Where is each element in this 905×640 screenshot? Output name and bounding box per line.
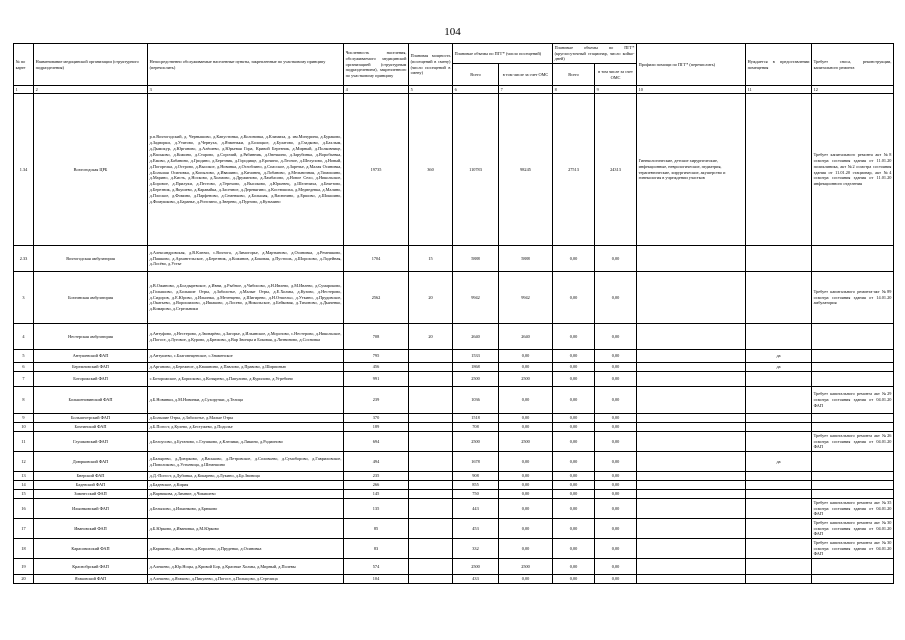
organization-name: Боторожский ФАП — [34, 372, 148, 387]
volume-total: 708 — [453, 423, 499, 432]
col-number: 10 — [637, 86, 746, 94]
stationary-oms: 0,00 — [595, 372, 637, 387]
col-number: 11 — [746, 86, 812, 94]
repair-status: Требует капитального ремонта акт №30 осмотра состояния здания от 04.01.20 ФАП — [812, 519, 894, 539]
stationary-oms: 0,00 — [595, 363, 637, 372]
settlements-list: д.Александровская, д.В.Ключи, с.Вохтога, д.Зимогорье, д.Мартыново, д.Осиновка, д.Ремешково, д.Пашково, д.Архангельское, д.Березник, д.Кожинов, д.Боковая, д.Пустошь, д.Шорохово, д.Лодейная, д.Лосёво, д.Устье — [148, 246, 344, 272]
population: 2562 — [344, 272, 409, 324]
capacity — [409, 363, 453, 372]
population: 239 — [344, 387, 409, 414]
organization-name: Большеновинский ФАП — [34, 387, 148, 414]
capacity — [409, 372, 453, 387]
stationary-oms: 0,00 — [595, 490, 637, 499]
organization-name: Большеотрский ФАП — [34, 414, 148, 423]
care-profiles — [637, 499, 746, 519]
volume-oms: 5888 — [499, 246, 553, 272]
header-repair: Требует сноса, реконструкции, капитального ремонта — [812, 44, 894, 86]
care-profiles — [637, 432, 746, 452]
row-number: 19 — [14, 559, 34, 575]
capacity — [409, 490, 453, 499]
capacity — [409, 559, 453, 575]
population: 104 — [344, 575, 409, 584]
settlements-list: д.Алешево, д.Ягаково, д.Пикулево, д.Погост, д.Полыцово, д.Стрелица — [148, 575, 344, 584]
header-name: Наименование медицинской организации (структурного подразделения) — [34, 44, 148, 86]
capacity — [409, 575, 453, 584]
stationary-oms: 0,00 — [595, 499, 637, 519]
stationary-oms: 24313 — [595, 94, 637, 246]
table-row — [14, 94, 894, 246]
organization-name: Бохтинская амбулатория — [34, 272, 148, 324]
capacity — [409, 539, 453, 559]
volume-total: 453 — [453, 519, 499, 539]
capacity — [409, 350, 453, 363]
settlements-list: д.Антушево, с.Благовещенское, с.Знаменское — [148, 350, 344, 363]
population: 235 — [344, 472, 409, 481]
row-number: 20 — [14, 575, 34, 584]
stationary-total: 0,00 — [553, 559, 595, 575]
stationary-oms: 0,00 — [595, 272, 637, 324]
needs-premises — [746, 575, 812, 584]
repair-status — [812, 372, 894, 387]
repair-status — [812, 324, 894, 350]
care-profiles — [637, 272, 746, 324]
care-profiles — [637, 481, 746, 490]
col-number: 7 — [499, 86, 553, 94]
row-number: 18 — [14, 539, 34, 559]
settlements-list: д.Большие Отры, д.Заболотье, д.Малые Отры — [148, 414, 344, 423]
row-number: 15 — [14, 490, 34, 499]
settlements-list: д.Белыхово, д.Ильинково, д.Брюково — [148, 499, 344, 519]
row-number: 12 — [14, 452, 34, 472]
settlements-list: д.Б.Юрково, д.Ивановка, д.М.Юрково — [148, 519, 344, 539]
header-vol-total: Всего — [453, 64, 499, 86]
repair-status: Требует капитального ремонта акт №35 осмотра состояния здания от 04.01.20 ФАП — [812, 499, 894, 519]
row-number: 16 — [14, 499, 34, 519]
care-profiles — [637, 575, 746, 584]
capacity — [409, 481, 453, 490]
settlements-list: р.п.Вохтогодский, д. Чернышово, д.Капустинка, д.Колоновка, д.Климиха, д. им.Мичурина, д.Бураково, д.Задворки, д.Утятово, д.Чернуха, д.Ячменьки, д.Болоцкое, д.Булатово, д.Гладково, д.Бахлым, д.Дымокур, д.Юрганово, д.Алёшево, д.Юрьевая Гора, Кривой Березник, д.Мирный, д.Полковнице, д.Васьково, д.Кожино, д.Старово, д.Сорочий, д.Рябинник, д.Овечкино, д.Зарубинка, д.Воробьевка, д.Ежово, д.Бабанино, д.Гридино, д.Березник, д.Городище, д.Ерочино, д.Лесное, д.Шелупово, д.Новый, д.Погорелка, д.Острово, д.Высокое, д.Новинка, д.Оглоблино, д.Спасское, д.Заречье, д.Малая Осиновка, д.Большая Осиновка, д.Копылово, д.Ивашино, д.Кичинец, д.Лобаново, д.Мельничная, д.Тимошино, д.Марино, д.Кисть, д.Носково, д.Холмово, д.Дружиново, д.Ламбасово, д.Новое Село, д.Никольское, д.Боровое, д.Прилуки, д.Пестово, д.Терехово, д.Высоково, д.Юрьевец, д.Шелепиха, д.Бекетово, д.Березник, д.Якушево, д.Каравайка, д.Засечное, д.Деревягино, д.Костюшиха, д.Медведевка, д.Малино, д.Плоское, д.Фомино, д.Парфеново, д.Семенково, д.Большая, д.Васюнино, д.Ершово, д.Шокшино, д.Фомушково, д.Баранье, д.Рогозино, д.Зверево, д.Пуртово, д.Кузьмино — [148, 94, 344, 246]
volume-total: 1036 — [453, 387, 499, 414]
settlements-list: д.Арганово, д.Бережное, д.Квашнино, д.Павлово, д.Правово, д.Ширпинью — [148, 363, 344, 372]
volume-oms: 2640 — [499, 324, 553, 350]
table-row — [14, 490, 894, 499]
needs-premises — [746, 94, 812, 246]
volume-oms: 0,00 — [499, 519, 553, 539]
capacity: 20 — [409, 272, 453, 324]
organization-name: Карасовихский ФАП — [34, 539, 148, 559]
settlements-list: д.Балырево, д.Доюрково, д.Васьково, д.Петровское, д.Соловьево, д.Сумоборово, д.Гавриловское, д.Поволоково, д.Устьевица, д.Шемешино — [148, 452, 344, 472]
table-row — [14, 472, 894, 481]
row-number: 8 — [14, 387, 34, 414]
population: 494 — [344, 452, 409, 472]
care-profiles — [637, 472, 746, 481]
stationary-oms: 0,00 — [595, 539, 637, 559]
volume-oms: 0,00 — [499, 490, 553, 499]
volume-total: 1518 — [453, 414, 499, 423]
stationary-total: 0,00 — [553, 272, 595, 324]
needs-premises: да — [746, 350, 812, 363]
table-row — [14, 539, 894, 559]
repair-status — [812, 490, 894, 499]
col-number: 1 — [14, 86, 34, 94]
stationary-total: 0,00 — [553, 324, 595, 350]
volume-total: 9942 — [453, 272, 499, 324]
organization-name: Глушковский ФАП — [34, 432, 148, 452]
population: 189 — [344, 423, 409, 432]
settlements-list: д.Белоусово, д.Бутаново, с.Глушково, д.Клепики, д.Ликино, д.Родионово — [148, 432, 344, 452]
capacity — [409, 499, 453, 519]
stationary-oms: 0,00 — [595, 472, 637, 481]
volume-oms: 0,00 — [499, 575, 553, 584]
volume-oms: 0,00 — [499, 387, 553, 414]
stationary-total: 0,00 — [553, 363, 595, 372]
col-number: 9 — [595, 86, 637, 94]
table-row — [14, 372, 894, 387]
stationary-oms: 0,00 — [595, 575, 637, 584]
table-row — [14, 519, 894, 539]
care-profiles — [637, 539, 746, 559]
table-row — [14, 423, 894, 432]
stationary-total: 0,00 — [553, 452, 595, 472]
col-number: 4 — [344, 86, 409, 94]
header-population: Численность населения, обслуживаемого медицинской организацией (структурным подразделением), закрепленного по участковому принципу — [344, 44, 409, 86]
row-number: 9 — [14, 414, 34, 423]
organization-name: Бережновский ФАП — [34, 363, 148, 372]
care-profiles — [637, 423, 746, 432]
settlements-list: д.Д.-Погост, д.Дубинка, д.Кокарево, д.Лукино, д.Бр.Звоница — [148, 472, 344, 481]
stationary-total: 0,00 — [553, 246, 595, 272]
volume-total: 908 — [453, 472, 499, 481]
population: 795 — [344, 350, 409, 363]
stationary-oms: 0,00 — [595, 452, 637, 472]
needs-premises — [746, 539, 812, 559]
organization-name: Бнерский ФАП — [34, 472, 148, 481]
header-settlements: Непосредственно обслуживаемые населенные пункты, закрепленные по участковому принципу (перечислить) — [148, 44, 344, 86]
organization-name: Нестерская амбулатория — [34, 324, 148, 350]
row-number: 17 — [14, 519, 34, 539]
volume-total: 750 — [453, 490, 499, 499]
table-row — [14, 575, 894, 584]
needs-premises — [746, 272, 812, 324]
population: 85 — [344, 519, 409, 539]
settlements-list: д.В.Ожиново, д.Болдыревское, д.Ивни, д.Рыбное, д.Чибисово, д.Н.Ивлево, д.М.Ивлево, д.Сумароково, д.Голышово, д.Большие Отры, д.Заболотье, д.Малые Отры, д.Е.Холмы, д.Кузово, д.Нестерово, д.Сидоров, д.Е.Юрово, д.Ильинка, д.Мезенцево, д.Шигирево, д.Н.Отшельо, д.Уткино, д.Прудовское, д.Окатьево, д.Ворошилово, д.Ишаково, д.Лосево, д.Никольское, д.Бейковая, д.Тихоново, д.Дьяченко, д.Комарово, д.Стрельники — [148, 272, 344, 324]
population: 694 — [344, 432, 409, 452]
row-number: 10 — [14, 423, 34, 432]
stationary-total: 0,00 — [553, 432, 595, 452]
organization-name: Бадевский ФАП — [34, 481, 148, 490]
header-vol-oms: в том числе за счет ОМС — [499, 64, 553, 86]
volume-oms: 9942 — [499, 272, 553, 324]
row-number: 1.34 — [14, 94, 34, 246]
repair-status — [812, 363, 894, 372]
volume-total: 433 — [453, 575, 499, 584]
care-profiles: Гинекологические, детские хирургические, инфекционные, неврологические, педиатрия, терапевтические, хирургические, акушерство и гинекология в учреждении участков — [637, 94, 746, 246]
header-stac-oms: в том числе за счет ОМС — [595, 64, 637, 86]
population: 145 — [344, 490, 409, 499]
header-stac-total: Всего — [553, 64, 595, 86]
volume-oms: 98245 — [499, 94, 553, 246]
row-number: 2.33 — [14, 246, 34, 272]
header-num: № по карте — [14, 44, 34, 86]
volume-total: 1533 — [453, 350, 499, 363]
care-profiles — [637, 559, 746, 575]
row-number: 6 — [14, 363, 34, 372]
organization-name: Бохтинский ФАП — [34, 423, 148, 432]
stationary-total: 0,00 — [553, 350, 595, 363]
row-number: 3 — [14, 272, 34, 324]
row-number: 4 — [14, 324, 34, 350]
population: 266 — [344, 481, 409, 490]
stationary-total: 0,00 — [553, 519, 595, 539]
capacity — [409, 423, 453, 432]
needs-premises — [746, 559, 812, 575]
repair-status — [812, 575, 894, 584]
repair-status — [812, 414, 894, 423]
table-row — [14, 246, 894, 272]
stationary-total: 0,00 — [553, 481, 595, 490]
care-profiles — [637, 324, 746, 350]
table-row — [14, 414, 894, 423]
settlements-list: с.Боторожское, д.Борисково, д.Козырево, д.Папулино, д.Курилово, д.Угребино — [148, 372, 344, 387]
medical-organizations-table — [13, 43, 894, 584]
care-profiles — [637, 519, 746, 539]
row-number: 11 — [14, 432, 34, 452]
volume-oms: 0,00 — [499, 414, 553, 423]
stationary-total: 0,00 — [553, 490, 595, 499]
needs-premises — [746, 387, 812, 414]
volume-total: 2500 — [453, 559, 499, 575]
table-row — [14, 559, 894, 575]
col-number: 3 — [148, 86, 344, 94]
volume-total: 2500 — [453, 432, 499, 452]
needs-premises — [746, 423, 812, 432]
capacity — [409, 452, 453, 472]
repair-status — [812, 423, 894, 432]
volume-total: 332 — [453, 539, 499, 559]
needs-premises — [746, 432, 812, 452]
population: 370 — [344, 414, 409, 423]
volume-oms: 0,00 — [499, 472, 553, 481]
row-number: 13 — [14, 472, 34, 481]
stationary-oms: 0,00 — [595, 423, 637, 432]
volume-total: 855 — [453, 481, 499, 490]
table-row — [14, 387, 894, 414]
population: 991 — [344, 372, 409, 387]
repair-status — [812, 350, 894, 363]
needs-premises — [746, 472, 812, 481]
col-number: 2 — [34, 86, 148, 94]
organization-name: Вохтогодская ЦРБ — [34, 94, 148, 246]
table-row — [14, 452, 894, 472]
stationary-total: 0,00 — [553, 414, 595, 423]
care-profiles — [637, 452, 746, 472]
capacity — [409, 519, 453, 539]
table-row — [14, 432, 894, 452]
capacity: 360 — [409, 94, 453, 246]
col-number: 8 — [553, 86, 595, 94]
repair-status: Требует капитального ремонта акт №8 осмотра состояния здания от 11.01.20 поликлиника, акт №2 осмотра состояния здания от 11.01.20 стационар, акт №4 осмотра состояния здания от 11.01.20 инфекционного отделения — [812, 94, 894, 246]
stationary-total: 0,00 — [553, 575, 595, 584]
stationary-total: 0,00 — [553, 372, 595, 387]
needs-premises — [746, 372, 812, 387]
care-profiles — [637, 414, 746, 423]
row-number: 14 — [14, 481, 34, 490]
settlements-list: д.Б.Погост, д.Кулево, д.Бестужево, д.Подолье — [148, 423, 344, 432]
stationary-total: 0,00 — [553, 499, 595, 519]
settlements-list: д.Карпиево, д.Ковалево, д.Королево, д.Пруденко, д.Осиновка — [148, 539, 344, 559]
stationary-total: 0,00 — [553, 387, 595, 414]
header-vol-stac: Плановые объемы по ПГГ* (круглосуточный стационар, число койко-дней) — [553, 44, 637, 64]
population: 456 — [344, 363, 409, 372]
volume-total: 2640 — [453, 324, 499, 350]
organization-name: Краснобрский ФАП — [34, 559, 148, 575]
table-row — [14, 272, 894, 324]
volume-total: 1868 — [453, 363, 499, 372]
volume-total: 443 — [453, 499, 499, 519]
care-profiles — [637, 350, 746, 363]
volume-total: 2500 — [453, 372, 499, 387]
table-row — [14, 350, 894, 363]
header-profiles: Профили помощи по ПГГ* (перечислить) — [637, 44, 746, 86]
volume-oms: 0,00 — [499, 423, 553, 432]
needs-premises — [746, 499, 812, 519]
table-row — [14, 499, 894, 519]
header-capacity: Плановая мощность (посещений в смену) (число посещений в смену) — [409, 44, 453, 86]
settlements-list: д.Антуфово, д.Нестерово, д.Звонарёво, д.Загорье, д.Ильинское, д.Морозово, с.Нестерово, д.Никольское, д.Погост, д.Луговое, д.Курово, д.Брюхово, д.Вар Звонцы и Боковая, д.Литвиново, д.Сосновка — [148, 324, 344, 350]
needs-premises — [746, 519, 812, 539]
settlements-list: д.Алешево, д.Юр.Ноцы, д.Кривой Бор, д.Красные Холмы, д.Мирный, д.Полевы — [148, 559, 344, 575]
population: 19735 — [344, 94, 409, 246]
population: 135 — [344, 499, 409, 519]
stationary-oms: 0,00 — [595, 350, 637, 363]
capacity — [409, 432, 453, 452]
repair-status — [812, 481, 894, 490]
volume-oms: 0,00 — [499, 499, 553, 519]
capacity — [409, 387, 453, 414]
care-profiles — [637, 387, 746, 414]
volume-oms: 2500 — [499, 559, 553, 575]
stationary-oms: 0,00 — [595, 387, 637, 414]
col-number: 12 — [812, 86, 894, 94]
organization-name: Доюрковский ФАП — [34, 452, 148, 472]
repair-status: Требует капитального ремонта акт №26 осмотра состояния здания от 04.01.20 ФАП — [812, 432, 894, 452]
needs-premises — [746, 414, 812, 423]
volume-total: 1678 — [453, 452, 499, 472]
needs-premises — [746, 324, 812, 350]
row-number: 5 — [14, 350, 34, 363]
page-number: 104 — [444, 26, 461, 38]
table-row — [14, 481, 894, 490]
settlements-list: д.Б.Новинки, д.М.Новинки, д.Сухоручки, д.Телица — [148, 387, 344, 414]
organization-name: Ивановский ФАП — [34, 519, 148, 539]
organization-name: Ильинковский ФАП — [34, 499, 148, 519]
stationary-oms: 0,00 — [595, 559, 637, 575]
stationary-total: 0,00 — [553, 472, 595, 481]
stationary-total: 0,00 — [553, 539, 595, 559]
header-vol-ptgg: Плановые объемы по ПГГ* (число посещений) — [453, 44, 553, 64]
settlements-list: д.Бадевское, д.Кирия — [148, 481, 344, 490]
organization-name: Вохтогодская амбулатория — [34, 246, 148, 272]
population: 574 — [344, 559, 409, 575]
col-number: 6 — [453, 86, 499, 94]
volume-oms: 0,00 — [499, 481, 553, 490]
care-profiles — [637, 372, 746, 387]
capacity: 15 — [409, 246, 453, 272]
stationary-total: 27513 — [553, 94, 595, 246]
stationary-oms: 0,00 — [595, 324, 637, 350]
care-profiles — [637, 490, 746, 499]
care-profiles — [637, 363, 746, 372]
organization-name: Антушевский ФАП — [34, 350, 148, 363]
volume-oms: 0,00 — [499, 452, 553, 472]
volume-oms: 0,00 — [499, 363, 553, 372]
needs-premises: да — [746, 452, 812, 472]
stationary-oms: 0,00 — [595, 414, 637, 423]
capacity — [409, 472, 453, 481]
population: 708 — [344, 324, 409, 350]
volume-oms: 0,00 — [499, 350, 553, 363]
column-number-row — [14, 86, 894, 94]
stationary-oms: 0,00 — [595, 432, 637, 452]
capacity: 20 — [409, 324, 453, 350]
repair-status — [812, 559, 894, 575]
repair-status — [812, 452, 894, 472]
header-needs: Нуждается в предоставлении помещения — [746, 44, 812, 86]
stationary-oms: 0,00 — [595, 481, 637, 490]
needs-premises — [746, 481, 812, 490]
organization-name: Зимнесский ФАП — [34, 490, 148, 499]
capacity — [409, 414, 453, 423]
population: 1704 — [344, 246, 409, 272]
table-row — [14, 324, 894, 350]
stationary-oms: 0,00 — [595, 246, 637, 272]
needs-premises: да — [746, 363, 812, 372]
table-row — [14, 363, 894, 372]
population: 83 — [344, 539, 409, 559]
volume-oms: 2500 — [499, 372, 553, 387]
row-number: 7 — [14, 372, 34, 387]
repair-status — [812, 472, 894, 481]
volume-oms: 0,00 — [499, 539, 553, 559]
repair-status: Требует капитального ремонта-акт №89 осмотра состояния здания от 14.01.20 амбулатория — [812, 272, 894, 324]
care-profiles — [637, 246, 746, 272]
col-number: 5 — [409, 86, 453, 94]
repair-status: Требует капитального ремонта акт №29 осмотра состояния здания от 04.01.20 ФАП — [812, 387, 894, 414]
volume-total: 110783 — [453, 94, 499, 246]
stationary-oms: 0,00 — [595, 519, 637, 539]
repair-status — [812, 246, 894, 272]
needs-premises — [746, 246, 812, 272]
stationary-total: 0,00 — [553, 423, 595, 432]
needs-premises — [746, 490, 812, 499]
repair-status: Требует капитального ремонта акт №30 осмотра состояния здания от 04.01.20 ФАП — [812, 539, 894, 559]
volume-total: 5888 — [453, 246, 499, 272]
volume-oms: 2500 — [499, 432, 553, 452]
organization-name: Ягаковский ФАП — [34, 575, 148, 584]
settlements-list: д.Варникова, д.Зимние, д.Чикишево — [148, 490, 344, 499]
